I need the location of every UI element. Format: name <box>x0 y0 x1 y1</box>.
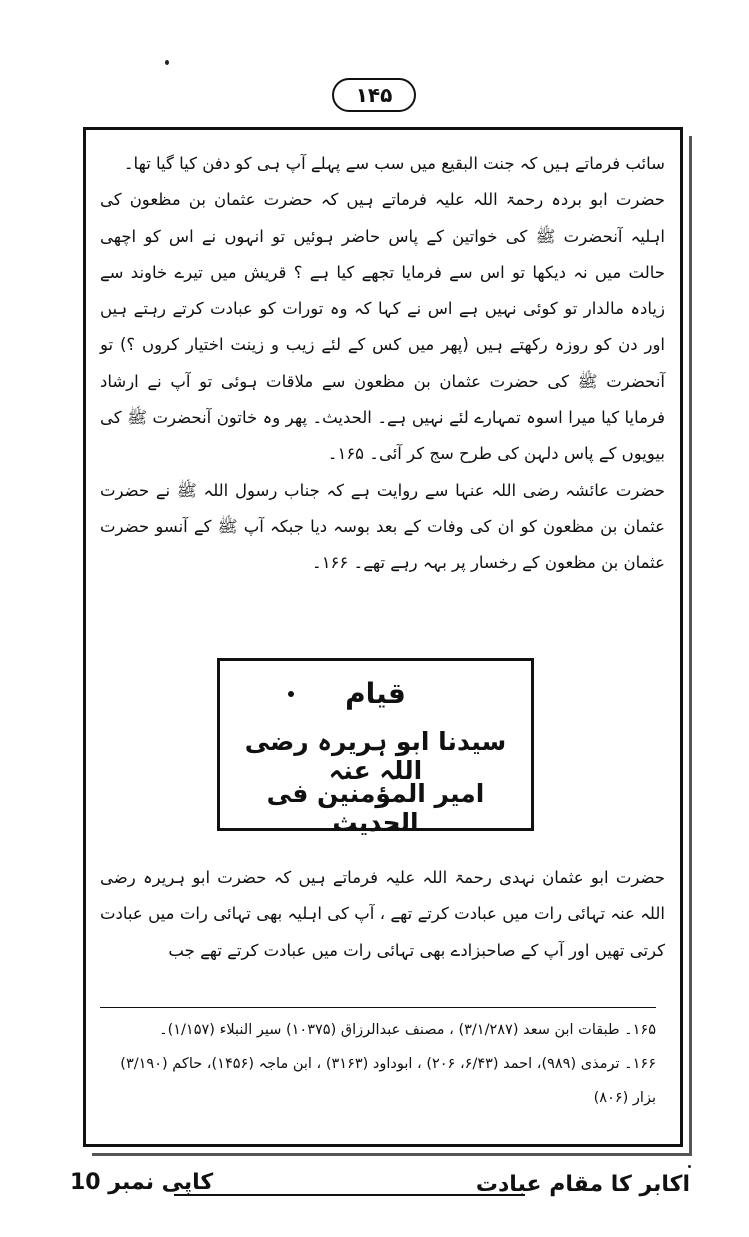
page-number: ۱۴۵ <box>332 78 416 112</box>
paragraph: سائب فرماتے ہیں کہ جنت البقیع میں سب سے پہلے آپ ہی کو دفن کیا گیا تھا۔ <box>123 154 665 173</box>
heading-title: قیام <box>345 677 406 710</box>
footer-rule <box>174 1194 525 1196</box>
copy-number: کاپی نمبر 10 <box>70 1170 214 1195</box>
paragraph: حضرت عائشہ رضی اللہ عنہا سے روایت ہے کہ جناب رسول اللہ ﷺ نے حضرت عثمان بن مظعون کو ان کی وفات کے بعد بوسہ دیا جبکہ آپ ﷺ کے آنسو حضرت عثمان بن مظعون کے رخسار پر بہہ رہے تھے۔ ۱۶۶۔ <box>100 480 665 573</box>
footnote-divider <box>100 1007 656 1008</box>
footnotes <box>100 1013 656 1115</box>
scan-speck <box>165 60 169 65</box>
heading-subtitle: سیدنا ابو ہریرہ رضی اللہ عنہ <box>244 727 507 785</box>
body-text-bottom <box>100 860 665 969</box>
body-text-top <box>100 146 665 582</box>
book-title: اکابر کا مقام عبادت <box>475 1172 690 1197</box>
paragraph: حضرت ابو عثمان نہدی رحمۃ اللہ علیہ فرماتے ہیں کہ حضرت ابو ہریرہ رضی اللہ عنہ تہائی رات میں عبادت کرتے تھے ، آپ کی اہلیہ بھی تہائی رات میں عبادت کرتی تھیں اور آپ کے صاحبزادے بھی تہائی رات میں عبادت کرتے تھے جب <box>100 868 665 960</box>
heading-epithet: امیر المؤمنین فی الحدیث <box>266 779 485 837</box>
footnote: ۱۶۶۔ ترمذی (۹۸۹)، احمد (۶/۴۳، ۲۰۶) ، ابوداود (۳۱۶۳) ، ابن ماجہ (۱۴۵۶)، حاکم (۳/۱۹۰) بزار (۸۰۶) <box>120 1056 656 1106</box>
heading-box <box>217 658 534 837</box>
paragraph: حضرت ابو بردہ رحمۃ اللہ علیہ فرماتے ہیں کہ حضرت عثمان بن مظعون کی اہلیہ آنحضرت ﷺ کی خواتین کے پاس حاضر ہوئیں تو انہوں نے اس کو اچھی حالت میں نہ دیکھا تو اس سے فرمایا تجھے کیا ہے ؟ قریش میں تیرے خاوند سے زیادہ مالدار تو کوئی نہیں ہے اس نے کہا کہ وہ تورات کو عبادت کرتے رہتے ہیں اور دن کو روزہ رکھتے ہیں (پھر میں کس کے لئے زیب و زینت اختیار کروں ؟) تو آنحضرت ﷺ کی حضرت عثمان بن مظعون سے ملاقات ہوئی تو آپ نے ارشاد فرمایا کیا میرا اسوہ تمہارے لئے نہیں ہے۔ الحدیث۔ پھر وہ خاتون آنحضرت ﷺ کی بیویوں کے پاس دلہن کی طرح سج کر آئی۔ ۱۶۵۔ <box>100 190 665 464</box>
page-footer <box>70 1170 690 1210</box>
footnote: ۱۶۵۔ طبقات ابن سعد (۳/۱/۲۸۷) ، مصنف عبدالرزاق (۱۰۳۷۵) سیر النبلاء (۱/۱۵۷)۔ <box>159 1022 656 1038</box>
scan-speck <box>688 1165 691 1168</box>
